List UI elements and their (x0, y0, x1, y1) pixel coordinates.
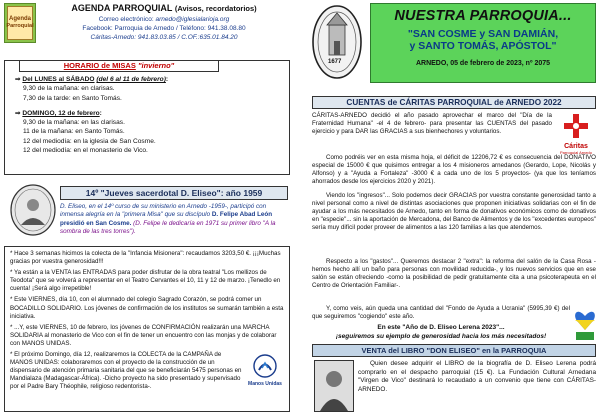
weekday-head: Del LUNES al SÁBADO (22, 76, 95, 83)
cuentas-p4: Respecto a los "gastos"... Queremos destacar 2 "extra": la reforma del salón de la Casa Rosa -hemos hecho allí un baño para personas con movilidad reducida-, y los nuevos servicios que en ese salón se están ofreciendo -como la posibilidad de pedir gratuitamente cita a una psicoterapeuta en el Centro de Orientación Familiar-. (312, 258, 596, 290)
jueves-title-box (60, 186, 288, 200)
agenda-logo-line1: Agenda (8, 15, 31, 22)
caritas-contact: Cáritas-Arnedo: 941.83.03.85 / C.OF.:635.01.84.20 (90, 33, 238, 41)
sunday-line: 12 del mediodía: en la iglesia de San Cosme. (23, 137, 156, 145)
agenda-title-suffix: (Avisos, recordatorios) (174, 4, 257, 13)
parroquia-header (370, 3, 596, 83)
eliseo-portrait-1 (8, 183, 58, 238)
weekday-line: 7,30 de la tarde: en Santo Tomás. (23, 94, 122, 102)
sunday-line: 12 del mediodía: en el monasterio de Vico. (23, 147, 148, 155)
horario-section: HORARIO de MISAS "invierno" ⇒ Del LUNES al SÁBADO (del 6 al 11 de febrero): 9,30 de la mañana: en clarisas. 7,30 de la tarde: en Santo Tomás. ⇒ DOMINGO, 12 de febrero: 9,30 de la mañana: en las clarisas. 11 de la mañana: en Santo Tomás. 12 del mediodía: en la iglesia de San Cosme. 12 del mediodía: en el monasterio de Vico. (4, 60, 290, 175)
parroquia-title: NUESTRA PARROQUIA... (394, 8, 572, 24)
sunday-line: 11 de la mañana: en Santo Tomás. (23, 128, 125, 136)
agenda-header (40, 3, 288, 47)
cuentas-p5: Y, como veis, aún queda una cantidad del "Fondo de Ayuda a Ucrania" (5995,39 €) del que seguiremos "cogiendo" este año. (312, 305, 570, 321)
jueves-line-3: (D. Felipe le dedicaría en 1971 su primer libro "A la sombra de las tres torres"). (60, 219, 276, 235)
horario-title-box (19, 60, 219, 72)
caritas-logo-sub: Parroquial Arnedo (559, 150, 593, 156)
manos-unidas-logo (246, 351, 284, 391)
sunday-line: 9,30 de la mañana: en las clarisas. (23, 119, 125, 127)
aviso-manos-unidas: * El próximo Domingo, día 12, realizaremos la COLECTA de la CAMPAÑA de MANOS UNIDAS: colaboraremos con el proyecto de la construcción de un dispensario de atención primaria sanitaria del que se beneficiarán 5475 personas en Mandialaza (Madagascar-África). -Dicho proyecto ha sido presentado y supervisado por el Padre Bary Théophile, religioso redentorista-. (10, 351, 242, 391)
agenda-logo (4, 3, 36, 43)
caritas-logo (554, 112, 598, 158)
manos-unidas-label: Manos Unidas (248, 381, 282, 388)
parroquia-date: ARNEDO, 05 de febrero de 2023, nº 2075 (415, 60, 551, 67)
cuentas-p7: ¡seguiremos su ejemplo de generosidad hacia los más necesitados! (335, 333, 547, 340)
cuentas-title: CUENTAS de CÁRITAS PARROQUIAL de ARNEDO 2022 (346, 98, 562, 107)
ukraine-heart (572, 304, 598, 342)
aviso-bocadillo: * Este VIERNES, día 10, con el alumnado del colegio Sagrado Corazón, se podrá comer un BOCADILLO SOLIDARIO. Los jóvenes de confirmación de los institutos se sumarán también a esta iniciativa. (10, 296, 284, 320)
agenda-title: AGENDA PARROQUIAL (71, 3, 173, 13)
email-label: Correo electrónico: (98, 16, 154, 23)
facebook-phone: Facebook: Parroquia de Arnedo / Teléfono: 941.38.08.80 (82, 24, 246, 32)
jueves-title: 14º "Jueves sacerdotal D. Eliseo": año 1959 (85, 188, 263, 198)
jueves-line-2: D. Felipe Abad León presidió en San Cosme. (60, 211, 273, 227)
eliseo-portrait-2 (314, 360, 354, 412)
caritas-cross-icon (562, 112, 590, 140)
cuentas-p3: Viendo los "ingresos"... Solo podemos decir GRACIAS por vuestra constante generosidad tanto a nivel personal como a nivel de distintas asociaciones que proponen iniciativas solidarias con el fin de ayudar a los más necesitados de Arnedo, tanto en forma de donativos económicos como de donativos en "especie"... sin la aportación de Mercadona, del Banco de Alimentos y de los "excedentes europeos" sería muy difícil poder proveer de alimentos a las 120 familias a las que atendemos. (312, 192, 596, 232)
agenda-logo-line2: Parroquial (6, 23, 34, 30)
email-link[interactable]: arnedo@iglesialarioja.org (155, 16, 230, 23)
parish-seal (310, 3, 364, 81)
parroquia-subtitle-1: "SAN COSME y SAN DAMIÁN, (407, 28, 559, 40)
cuentas-p1: CÁRITAS-ARNEDO decidió el año pasado aprovechar el marco del "Día de la Fraternidad Humana" -el 4 de febrero- para presentar las CUENTAS del pasado ejercicio y para DAR las GRACIAS a sus bienhechores y voluntarios. (312, 112, 552, 136)
parroquia-subtitle-2: y SANTO TOMÁS, APÓSTOL" (409, 40, 557, 52)
seal-year: 1677 (328, 59, 342, 65)
libro-text: Quien desee adquirir el LIBRO de la biografía de D. Eliseo Lerena podrá comprarlo en el despacho parroquial (15 €). La Fundación Cultural Arnedana "Virgen de Vico" destinará lo recaudado a un convenio que tiene con CÁRITAS-ARNEDO. (358, 360, 596, 393)
weekday-dates: (del 6 al 11 de febrero) (96, 76, 166, 83)
sunday-head: DOMINGO, 12 de febrero (22, 109, 100, 117)
aviso-infancia: * Hace 3 semanas hicimos la colecta de la "Infancia Misionera": recaudamos 3203,50 €. ¡¡¡Muchas gracias por vuestra generosidad!!! (10, 250, 281, 266)
jueves-line-1: D. Eliseo, en el 14º curso de su ministerio en Arnedo -1959-, participó con inmensa alegría en la "primera Misa" que su discípulo (60, 203, 267, 219)
caritas-logo-label: Cáritas (564, 142, 588, 150)
aviso-teatro: * Ya están a la VENTA las ENTRADAS para poder disfrutar de la obra teatral "Los mellizos de Teodota" que se volverá a representar en el Teatro Cervantes el 10, 11 y 12 de marzo. ¡Tenedlo en cuenta! ¡Será algo irrepetible! (10, 269, 281, 293)
avisos-section (4, 246, 290, 412)
aviso-marcha: * ...Y, este VIERNES, 10 de febrero, los jóvenes de CONFIRMACIÓN realizarán una MARCHA SOLIDARIA al monasterio de Vico con el fin de tener un encuentro con las monjas y de colaborar con MANOS UNIDAS. (10, 323, 277, 347)
libro-title: VENTA del LIBRO "DON ELISEO" en la PARROQUIA (361, 346, 547, 355)
hands-icon (250, 354, 280, 378)
libro-title-box (312, 344, 596, 357)
horario-season: "invierno" (137, 61, 175, 70)
cuentas-p6: En este "Año de D. Eliseo Lerena 2023"... (377, 324, 505, 331)
horario-title: HORARIO de MISAS (63, 61, 136, 70)
weekday-line: 9,30 de la mañana: en clarisas. (23, 85, 115, 93)
cuentas-title-box (312, 96, 596, 109)
cuentas-p2: Como podréis ver en esta misma hoja, el déficit de 12206,72 € es consecuencia del DONATIVO especial de 15000 € que quisimos entregar a los 4 misioneros arnedanos (Gerardo, Lope, Nicolás y Alfonso) y a "Ayuda a Fortaleza" -3000 € a cada uno de los 5 proyectos- (ya que los teníamos ahorrados desde los ejercicios 2020 y 2021). (312, 154, 596, 186)
